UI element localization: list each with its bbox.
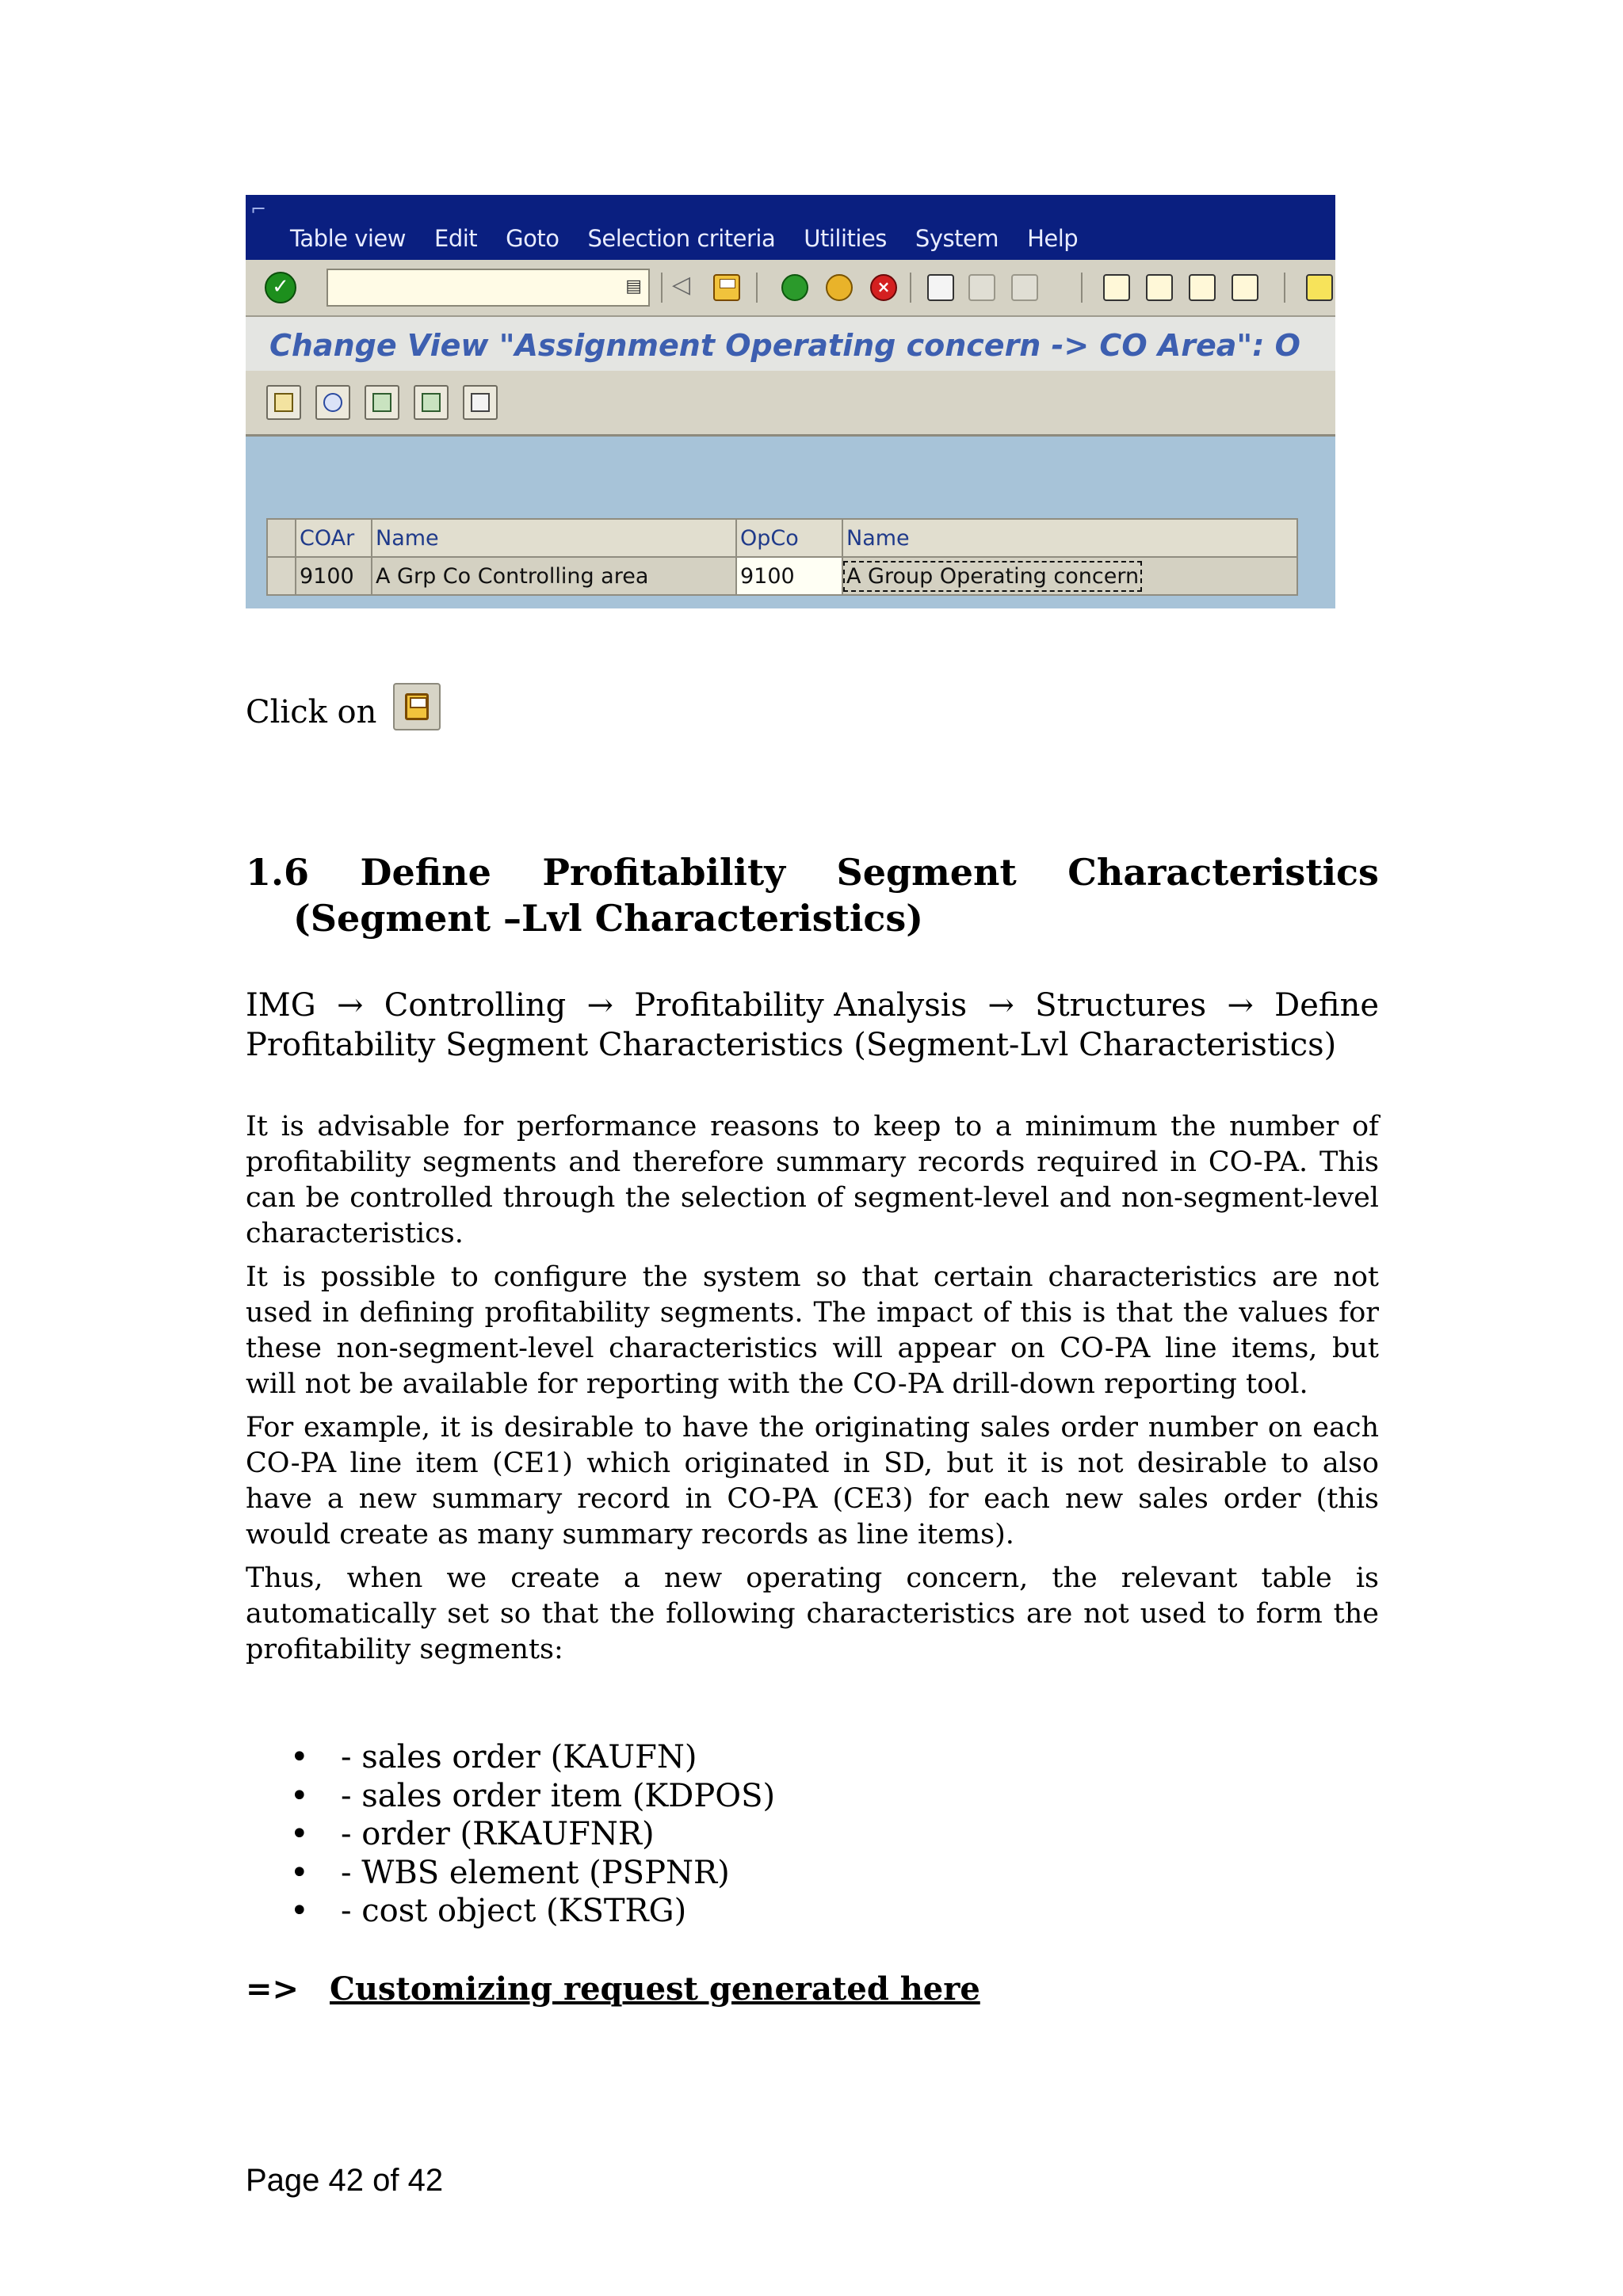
previous-page-icon[interactable]	[1146, 274, 1173, 301]
save-icon	[393, 683, 441, 730]
instruction-text: Click on	[246, 694, 377, 730]
img-menu-path	[246, 986, 1379, 1065]
menu-system[interactable]: System	[915, 225, 999, 252]
cell-opco-input[interactable]: 9100	[736, 557, 842, 595]
enter-check-icon[interactable]: ✓	[265, 272, 296, 303]
sap-screenshot	[246, 195, 1335, 608]
create-session-icon[interactable]	[1306, 274, 1333, 301]
path-item: IMG	[246, 987, 316, 1024]
collapse-arrow-icon[interactable]: ◁	[672, 271, 691, 299]
arrow-right-icon: →	[1227, 987, 1254, 1024]
select-all-icon[interactable]	[365, 385, 399, 420]
back-icon[interactable]	[781, 274, 808, 301]
column-header-name-2[interactable]	[842, 519, 1297, 557]
next-page-icon[interactable]	[1189, 274, 1216, 301]
cell-opco-name	[842, 557, 1297, 595]
menu-table-view[interactable]: Table view	[290, 225, 406, 252]
body-text	[246, 1109, 1379, 1676]
customizing-request-link[interactable]: Customizing request generated here	[330, 1970, 980, 2008]
toolbar-separator	[661, 273, 663, 303]
list-item: • - sales order item (KDPOS)	[290, 1777, 1379, 1816]
row-selector[interactable]	[267, 557, 296, 595]
table-header-row	[267, 519, 1297, 557]
paragraph: It is possible to configure the system so that certain characteristics are not used in defining profitability segments. The impact of this is that the values for these non-segment-level characteristics will appear on CO-PA line items, but will not be available for reporting with the CO-PA drill-down reporting tool.	[246, 1261, 1379, 1400]
sap-menubar	[246, 195, 1335, 260]
menu-selection-criteria[interactable]: Selection criteria	[587, 225, 776, 252]
toolbar-separator	[756, 273, 758, 303]
list-item: • - sales order (KAUFN)	[290, 1738, 1379, 1777]
assignment-table	[266, 518, 1298, 596]
path-item: Define	[1274, 987, 1379, 1024]
column-header-coar[interactable]	[296, 519, 372, 557]
arrow-right-icon: →	[336, 987, 364, 1024]
column-header-opco[interactable]	[736, 519, 842, 557]
menu-help[interactable]: Help	[1027, 225, 1079, 252]
paragraph: It is advisable for performance reasons to keep to a minimum the number of profitability segments and therefore summary records required in CO-PA. This can be controlled through the selection of segment-level and non-segment-level characteristics.	[246, 1111, 1379, 1249]
instruction-line	[246, 683, 1379, 730]
page-footer: Page 42 of 42	[246, 2163, 444, 2198]
toolbar-separator	[910, 273, 911, 303]
sap-menu	[290, 225, 1106, 252]
arrow-right-icon: →	[987, 987, 1014, 1024]
customizing-request-line	[246, 1970, 1379, 2009]
section-number: 1.6	[246, 851, 310, 894]
menu-goto[interactable]: Goto	[506, 225, 559, 252]
column-header-label: COAr	[300, 525, 355, 551]
list-item: • - order (RKAUFNR)	[290, 1815, 1379, 1854]
path-item: Controlling	[384, 987, 567, 1024]
sap-standard-toolbar	[246, 260, 1335, 317]
exit-icon[interactable]	[826, 274, 853, 301]
column-header-label: Name	[846, 525, 910, 551]
path-item: Structures	[1035, 987, 1207, 1024]
list-item: • - cost object (KSTRG)	[290, 1892, 1379, 1931]
section-title-word: Define	[360, 851, 491, 894]
column-header-label: Name	[376, 525, 439, 551]
find-next-icon[interactable]	[1011, 274, 1038, 301]
section-title-word: Segment	[836, 851, 1017, 894]
list-item: • - WBS element (PSPNR)	[290, 1854, 1379, 1893]
find-icon[interactable]	[968, 274, 995, 301]
cell-coar-name: A Grp Co Controlling area	[372, 557, 736, 595]
path-continuation: Profitability Segment Characteristics (Segment-Lvl Characteristics)	[246, 1027, 1337, 1063]
column-header-label: OpCo	[740, 525, 799, 551]
path-item: Profitability Analysis	[634, 987, 968, 1024]
menu-edit[interactable]: Edit	[434, 225, 478, 252]
menu-utilities[interactable]: Utilities	[804, 225, 887, 252]
deselect-all-icon[interactable]	[463, 385, 498, 420]
sap-screen-title-bar	[246, 317, 1335, 371]
sap-application-toolbar	[246, 371, 1335, 437]
arrow-right-icon: →	[586, 987, 614, 1024]
toolbar-separator	[1081, 273, 1083, 303]
display-change-icon[interactable]	[266, 385, 301, 420]
window-menu-icon[interactable]: ⌐	[250, 198, 267, 220]
first-page-icon[interactable]	[1103, 274, 1130, 301]
section-title-word: Profitability	[542, 851, 785, 894]
section-title-line2: (Segment –Lvl Characteristics)	[293, 897, 924, 940]
paragraph: For example, it is desirable to have the originating sales order number on each CO-PA line item (CE1) which originated in SD, but it is not desirable to also have a new summary record in CO-PA (CE3) for each new sales order (this would create as many summary records as line items).	[246, 1412, 1379, 1550]
table-row[interactable]	[267, 557, 1297, 595]
paragraph: Thus, when we create a new operating concern, the relevant table is automatically set so that the following characteristics are not used to form the profitability segments:	[246, 1562, 1379, 1665]
save-icon[interactable]	[713, 274, 740, 301]
characteristics-list	[246, 1738, 1379, 1931]
toolbar-separator	[1284, 273, 1285, 303]
undo-change-icon[interactable]	[315, 385, 350, 420]
screen-title: Change View "Assignment Operating concern -> CO Area": O	[269, 328, 1300, 363]
cell-opco-name-text: A Group Operating concern	[846, 563, 1140, 589]
section-heading	[246, 849, 1379, 941]
last-page-icon[interactable]	[1232, 274, 1258, 301]
section-title-word: Characteristics	[1067, 851, 1379, 894]
cell-coar: 9100	[296, 557, 372, 595]
arrow-marker: =>	[246, 1970, 300, 2008]
cancel-icon[interactable]: ×	[870, 274, 897, 301]
command-field[interactable]	[327, 269, 650, 307]
select-block-icon[interactable]	[414, 385, 449, 420]
column-header-name[interactable]	[372, 519, 736, 557]
print-icon[interactable]	[927, 274, 954, 301]
command-history-icon[interactable]: ▤	[625, 277, 642, 296]
select-all-cell[interactable]	[267, 519, 296, 557]
